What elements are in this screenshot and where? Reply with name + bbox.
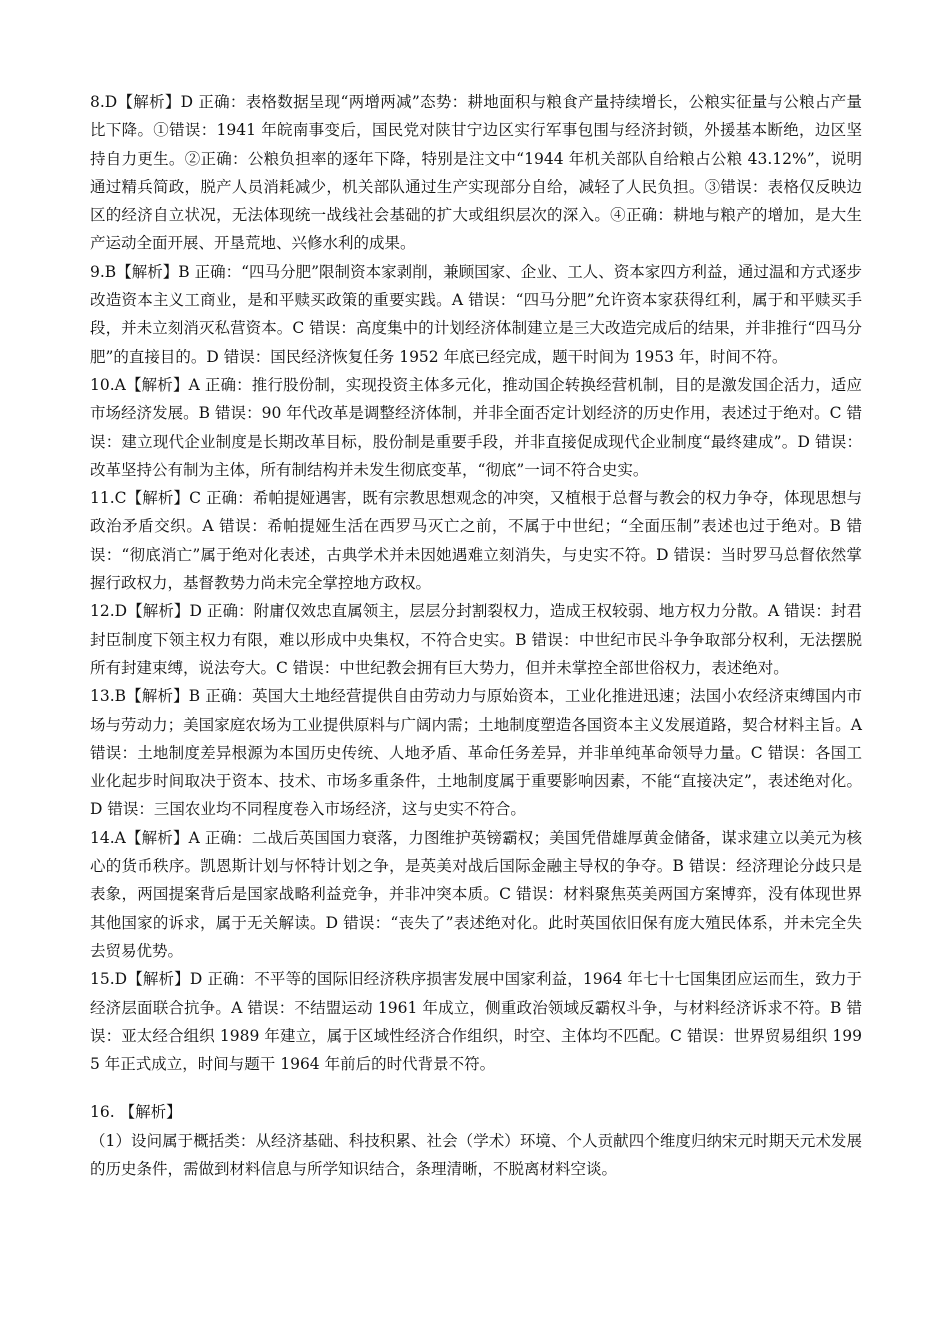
answer-q8: 8.D【解析】D 正确：表格数据呈现“两增两减”态势：耕地面积与粮食产量持续增长，公粮实征量与公粮占产量比下降。①错误：1941 年皖南事变后，国民党对陕甘宁边区实行军事包围与经济封锁，外援基本断绝，边区坚持自力更生。②正确：公粮负担率的逐年下降，特别是注文中“1944 年机关部队自给粮占公粮 43.12%”，说明通过精兵简政，脱产人员消耗减少，机关部队通过生产实现部分自给，减轻了人民负担。③错误：表格仅反映边区的经济自立状况，无法体现统一战线社会基础的扩大或组织层次的深入。④正确：耕地与粮产的增加，是大生产运动全面开展、开垦荒地、兴修水利的成果。 <box>90 93 862 253</box>
answer-q12: 12.D【解析】D 正确：附庸仅效忠直属领主，层层分封割裂权力，造成王权较弱、地方权力分散。A 错误：封君封臣制度下领主权力有限，难以形成中央集权，不符合史实。B 错误：中世纪市民斗争争取部分权利，无法摆脱所有封建束缚，说法夸大。C 错误：中世纪教会拥有巨大势力，但并未掌控全部世俗权力，表述绝对。 <box>90 602 862 677</box>
answer-document <box>90 88 862 1183</box>
answer-q9: 9.B【解析】B 正确：“四马分肥”限制资本家剥削，兼顾国家、企业、工人、资本家四方利益，通过温和方式逐步改造资本主义工商业，是和平赎买政策的重要实践。A 错误：“四马分肥”允许资本家获得红利，属于和平赎买手段，并未立刻消灭私营资本。C 错误：高度集中的计划经济体制建立是三大改造完成后的结果，并非推行“四马分肥”的直接目的。D 错误：国民经济恢复任务 1952 年底已经完成，题干时间为 1953 年，时间不符。 <box>90 262 862 366</box>
answer-q11: 11.C【解析】C 正确：希帕提娅遇害，既有宗教思想观念的冲突，又植根于总督与教会的权力争夺，体现思想与政治矛盾交织。A 错误：希帕提娅生活在西罗马灭亡之前，不属于中世纪；“全面压制”表述也过于绝对。B 错误：“彻底消亡”属于绝对化表述，古典学术并未因她遇难立刻消失，与史实不符。D 错误：当时罗马总督依然掌握行政权力，基督教势力尚未完全掌控地方政权。 <box>90 489 862 593</box>
q16-heading: 16. 【解析】 <box>90 1103 182 1122</box>
answer-q15: 15.D【解析】D 正确：不平等的国际旧经济秩序损害发展中国家利益，1964 年七十七国集团应运而生，致力于经济层面联合抗争。A 错误：不结盟运动 1961 年成立，侧重政治领域反霸权斗争，与材料经济诉求不符。B 错误：亚太经合组织 1989 年建立，属于区域性经济合作组织，时空、主体均不匹配。C 错误：世界贸易组织 1995 年正式成立，时间与题干 1964 年前后的时代背景不符。 <box>90 970 862 1074</box>
answer-q13: 13.B【解析】B 正确：英国大土地经营提供自由劳动力与原始资本，工业化推进迅速；法国小农经济束缚国内市场与劳动力；美国家庭农场为工业提供原料与广阔内需；土地制度塑造各国资本主义发展道路，契合材料主旨。A 错误：土地制度差异根源为本国历史传统、人地矛盾、革命任务差异，并非单纯革命领导力量。C 错误：各国工业化起步时间取决于资本、技术、市场多重条件，土地制度属于重要影响因素，不能“直接决定”，表述绝对化。D 错误：三国农业均不同程度卷入市场经济，这与史实不符合。 <box>90 687 862 819</box>
section-gap <box>90 1078 862 1098</box>
answer-q14: 14.A【解析】A 正确：二战后英国国力衰落，力图维护英镑霸权；美国凭借雄厚黄金储备，谋求建立以美元为核心的货币秩序。凯恩斯计划与怀特计划之争，是英美对战后国际金融主导权的争夺。B 错误：经济理论分歧只是表象，两国提案背后是国家战略利益竞争，并非冲突本质。C 错误：材料聚焦英美两国方案博弈，没有体现世界其他国家的诉求，属于无关解读。D 错误：“丧失了”表述绝对化。此时英国依旧保有庞大殖民体系，并未完全失去贸易优势。 <box>90 828 862 960</box>
answer-q10: 10.A【解析】A 正确：推行股份制，实现投资主体多元化，推动国企转换经营机制，目的是激发国企活力，适应市场经济发展。B 错误：90 年代改革是调整经济体制，并非全面否定计划经济的历史作用，表述过于绝对。C 错误：建立现代企业制度是长期改革目标，股份制是重要手段，并非直接促成现代企业制度“最终建成”。D 错误：改革坚持公有制为主体，所有制结构并未发生彻底变革，“彻底”一词不符合史实。 <box>90 375 862 479</box>
q16-part1: （1）设问属于概括类：从经济基础、科技积累、社会（学术）环境、个人贡献四个维度归纳宋元时期天元术发展的历史条件，需做到材料信息与所学知识结合，条理清晰，不脱离材料空谈。 <box>90 1131 862 1178</box>
